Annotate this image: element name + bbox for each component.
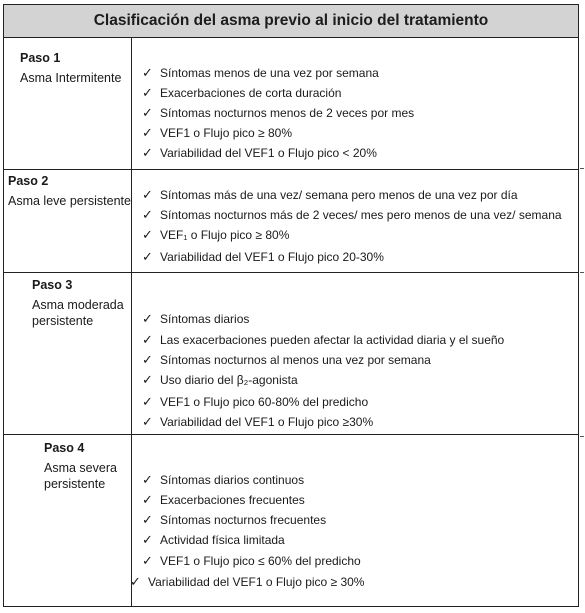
list-item: ✓ VEF₁ o Flujo pico ≥ 80% [142, 227, 290, 242]
list-item: ✓ VEF1 o Flujo pico ≤ 60% del predicho [142, 553, 361, 568]
list-item: ✓ Variabilidad del VEF1 o Flujo pico ≥30% [142, 414, 374, 429]
criteria-cell [132, 170, 578, 272]
check-icon: ✓ [142, 311, 153, 326]
table-row [4, 273, 578, 435]
check-icon: ✓ [142, 125, 153, 140]
edge-mark [580, 168, 584, 169]
step-label: Paso 3 [32, 278, 73, 292]
list-item: ✓ Variabilidad del VEF1 o Flujo pico 20-30% [142, 249, 384, 264]
check-icon: ✓ [142, 65, 153, 80]
list-item: ✓ Síntomas nocturnos frecuentes [142, 512, 327, 527]
list-item: ✓ Síntomas nocturnos al menos una vez por semana [142, 352, 431, 367]
list-item: ✓ Síntomas menos de una vez por semana [142, 65, 379, 80]
check-icon: ✓ [142, 352, 153, 367]
check-icon: ✓ [142, 227, 153, 242]
list-item: ✓ Las exacerbaciones pueden afectar la actividad diaria y el sueño [142, 332, 505, 347]
edge-mark [580, 272, 584, 273]
step-label: Paso 4 [44, 441, 85, 455]
check-icon: ✓ [142, 145, 153, 160]
check-icon: ✓ [142, 187, 153, 202]
check-icon: ✓ [142, 85, 153, 100]
table-row [4, 435, 578, 607]
check-icon: ✓ [142, 394, 153, 409]
check-icon: ✓ [142, 372, 153, 387]
criteria-cell [132, 38, 578, 169]
check-icon: ✓ [142, 492, 153, 507]
check-icon: ✓ [130, 574, 141, 589]
list-item: ✓ Actividad física limitada [142, 532, 285, 547]
check-icon: ✓ [142, 512, 153, 527]
step-label: Paso 2 [8, 174, 49, 188]
check-icon: ✓ [142, 532, 153, 547]
list-item: ✓ Síntomas diarios [142, 311, 250, 326]
step-cell [4, 38, 132, 169]
table-row [4, 38, 578, 170]
check-icon: ✓ [142, 414, 153, 429]
step-label: Paso 1 [20, 51, 61, 65]
list-item: ✓ Variabilidad del VEF1 o Flujo pico ≥ 30% [130, 574, 365, 589]
list-item: ✓ Exacerbaciones de corta duración [142, 85, 342, 100]
list-item: ✓ Síntomas diarios continuos [142, 472, 305, 487]
check-icon: ✓ [142, 472, 153, 487]
step-name: Asma severa persistente [44, 461, 117, 491]
step-cell [4, 170, 132, 272]
list-item: ✓ Variabilidad del VEF1 o Flujo pico < 20% [142, 145, 377, 160]
list-item: ✓ Uso diario del β₂-agonista [142, 372, 298, 387]
check-icon: ✓ [142, 207, 153, 222]
check-icon: ✓ [142, 249, 153, 264]
table-title: Clasificación del asma previo al inicio del tratamiento [4, 5, 578, 38]
list-item: ✓ Síntomas nocturnos menos de 2 veces por mes [142, 105, 415, 120]
criteria-cell [132, 435, 578, 607]
step-cell [4, 435, 132, 607]
step-name: Asma Intermitente [20, 71, 122, 85]
step-cell [4, 273, 132, 434]
table-row [4, 170, 578, 273]
list-item: ✓ Síntomas nocturnos más de 2 veces/ mes pero menos de una vez/ semana [142, 207, 562, 222]
classification-table [3, 4, 579, 607]
check-icon: ✓ [142, 105, 153, 120]
edge-mark [580, 436, 584, 437]
step-name: Asma leve persistente [8, 194, 131, 208]
criteria-cell [132, 273, 578, 434]
check-icon: ✓ [142, 332, 153, 347]
step-name: Asma moderada persistente [32, 298, 124, 328]
list-item: ✓ VEF1 o Flujo pico 60-80% del predicho [142, 394, 369, 409]
list-item: ✓ VEF1 o Flujo pico ≥ 80% [142, 125, 292, 140]
list-item: ✓ Síntomas más de una vez/ semana pero menos de una vez por día [142, 187, 518, 202]
list-item: ✓ Exacerbaciones frecuentes [142, 492, 305, 507]
check-icon: ✓ [142, 553, 153, 568]
